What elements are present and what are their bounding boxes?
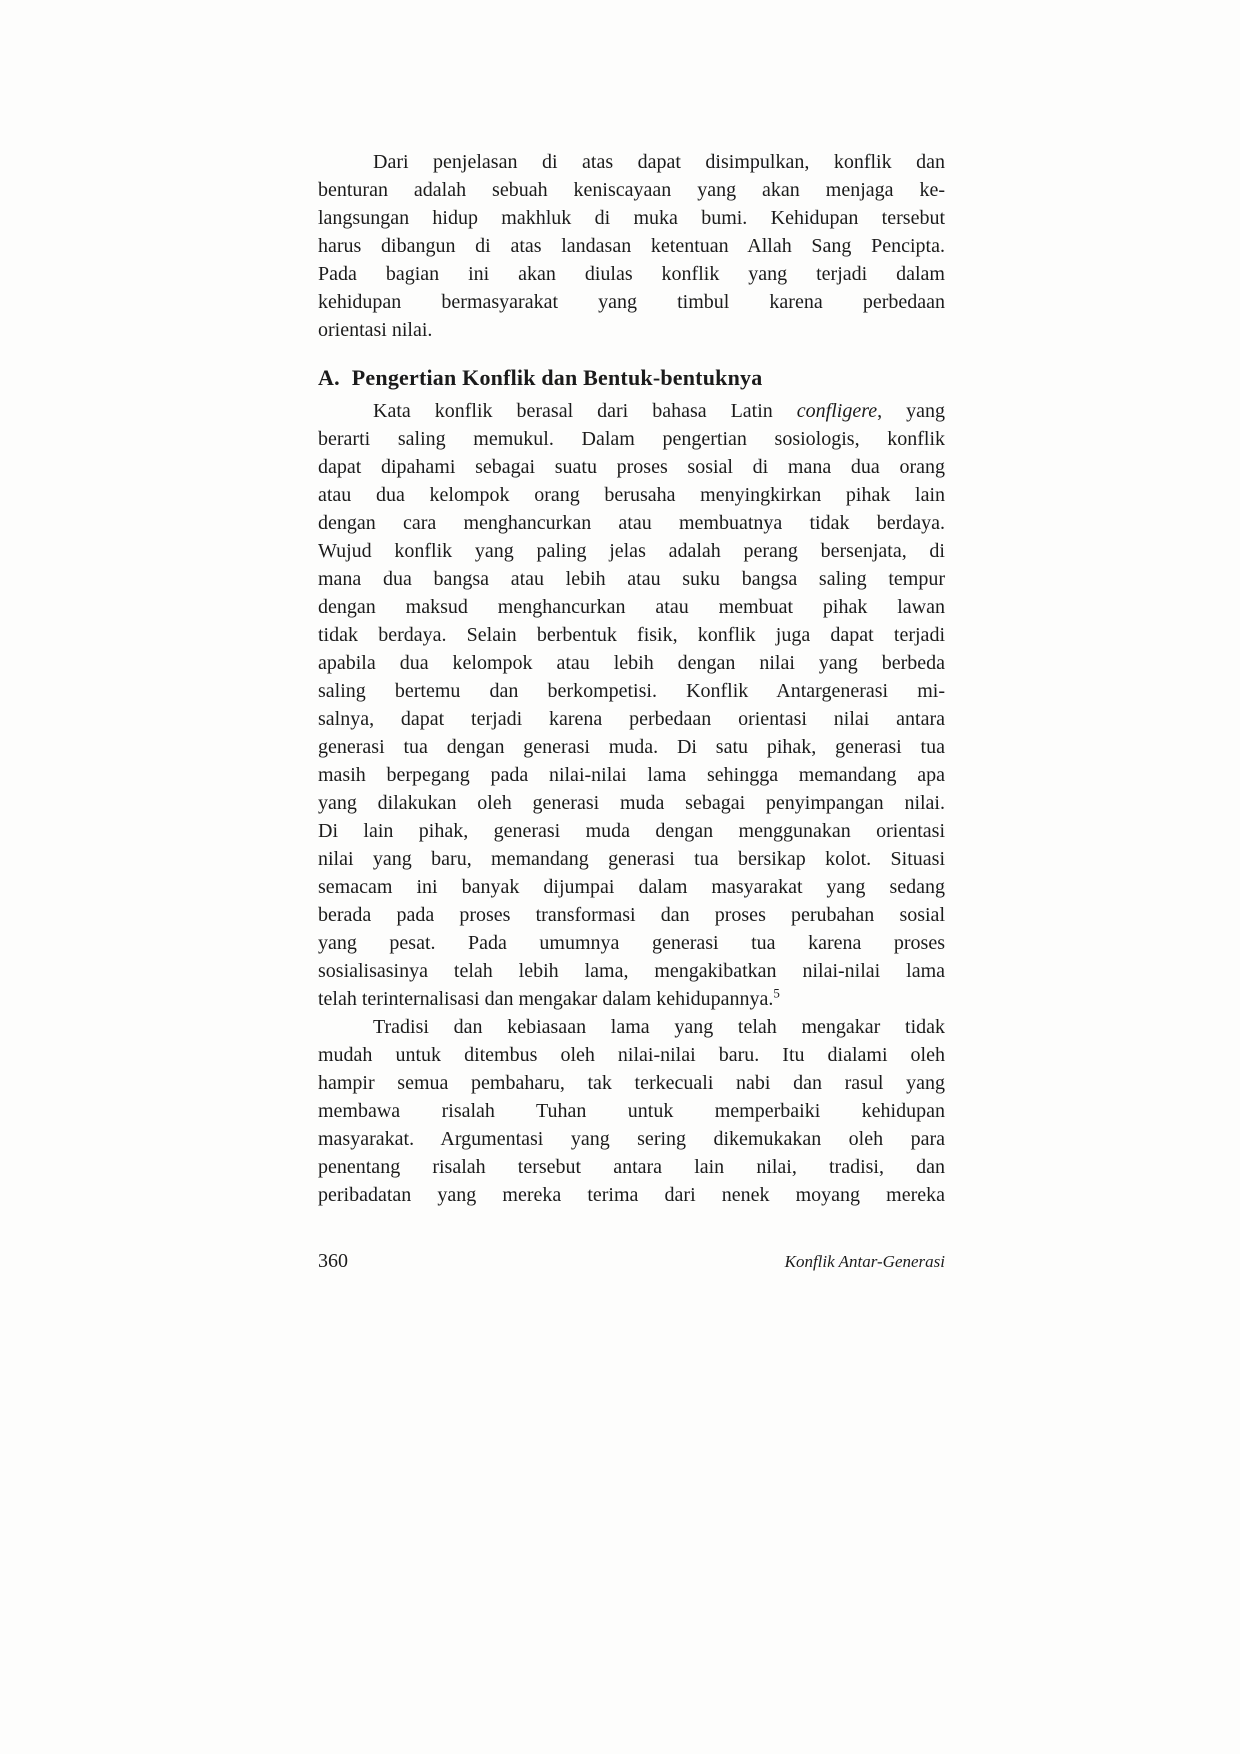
text-segment: salnya, dapat terjadi karena perbedaan orientasi nilai antara xyxy=(318,708,945,730)
text-line xyxy=(318,845,945,873)
text-line xyxy=(318,148,945,176)
text-segment: langsungan hidup makhluk di muka bumi. Kehidupan tersebut xyxy=(318,207,945,229)
text-line xyxy=(318,621,945,649)
section-heading xyxy=(318,365,945,391)
text-segment: benturan adalah sebuah keniscayaan yang akan menjaga ke- xyxy=(318,179,945,201)
text-line xyxy=(318,481,945,509)
text-segment: berarti saling memukul. Dalam pengertian sosiologis, konflik xyxy=(318,428,945,450)
text-segment: membawa risalah Tuhan untuk memperbaiki kehidupan xyxy=(318,1100,945,1122)
text-segment: dengan maksud menghancurkan atau membuat pihak lawan xyxy=(318,596,945,618)
text-segment: orientasi nilai. xyxy=(318,319,433,341)
text-segment: apabila dua kelompok atau lebih dengan nilai yang berbeda xyxy=(318,652,945,674)
text-line xyxy=(318,453,945,481)
text-line xyxy=(318,649,945,677)
text-line xyxy=(318,677,945,705)
text-segment: saling bertemu dan berkompetisi. Konflik Antargenerasi mi- xyxy=(318,680,945,702)
text-segment: penentang risalah tersebut antara lain nilai, tradisi, dan xyxy=(318,1156,945,1178)
text-segment: kehidupan bermasyarakat yang timbul karena perbedaan xyxy=(318,291,945,313)
text-line xyxy=(318,985,945,1013)
page-number: 360 xyxy=(318,1250,348,1272)
section-heading-title: Pengertian Konflik dan Bentuk-bentuknya xyxy=(351,365,763,390)
text-line xyxy=(318,1181,945,1209)
text-line xyxy=(318,1069,945,1097)
text-segment: semacam ini banyak dijumpai dalam masyarakat yang sedang xyxy=(318,876,945,898)
text-segment: peribadatan yang mereka terima dari nenek moyang mereka xyxy=(318,1184,945,1206)
text-segment: berada pada proses transformasi dan proses perubahan sosial xyxy=(318,904,945,926)
page-body-text xyxy=(318,148,945,1209)
text-line xyxy=(318,1125,945,1153)
text-segment: dengan cara menghancurkan atau membuatnya tidak berdaya. xyxy=(318,512,945,534)
text-line xyxy=(318,537,945,565)
text-segment: tidak berdaya. Selain berbentuk fisik, konflik juga dapat terjadi xyxy=(318,624,945,646)
text-line xyxy=(318,425,945,453)
text-segment: Tradisi dan kebiasaan lama yang telah mengakar tidak xyxy=(373,1016,945,1038)
text-line xyxy=(318,204,945,232)
text-segment: dapat dipahami sebagai suatu proses sosial di mana dua orang xyxy=(318,456,945,478)
text-segment: telah terinternalisasi dan mengakar dalam kehidupannya. xyxy=(318,988,774,1010)
text-line xyxy=(318,232,945,260)
text-segment: hampir semua pembaharu, tak terkecuali nabi dan rasul yang xyxy=(318,1072,945,1094)
text-line xyxy=(318,1153,945,1181)
text-segment: yang pesat. Pada umumnya generasi tua karena proses xyxy=(318,932,945,954)
text-segment: sosialisasinya telah lebih lama, mengakibatkan nilai-nilai lama xyxy=(318,960,945,982)
text-segment: Wujud konflik yang paling jelas adalah perang bersenjata, di xyxy=(318,540,945,562)
text-line xyxy=(318,957,945,985)
text-segment: atau dua kelompok orang berusaha menyingkirkan pihak lain xyxy=(318,484,945,506)
text-segment: generasi tua dengan generasi muda. Di satu pihak, generasi tua xyxy=(318,736,945,758)
text-line xyxy=(318,593,945,621)
text-line xyxy=(318,733,945,761)
italic-term: confligere xyxy=(796,400,878,422)
running-title: Konflik Antar-Generasi xyxy=(784,1252,945,1271)
text-line xyxy=(318,761,945,789)
text-line xyxy=(318,176,945,204)
text-segment: Pada bagian ini akan diulas konflik yang terjadi dalam xyxy=(318,263,945,285)
text-line xyxy=(318,260,945,288)
text-segment: yang dilakukan oleh generasi muda sebagai penyimpangan nilai. xyxy=(318,792,945,814)
text-segment: Dari penjelasan di atas dapat disimpulkan, konflik dan xyxy=(373,151,945,173)
text-segment: nilai yang baru, memandang generasi tua bersikap kolot. Situasi xyxy=(318,848,945,870)
text-line xyxy=(318,316,945,344)
page-footer xyxy=(318,1250,945,1273)
text-line xyxy=(318,288,945,316)
text-segment: masih berpegang pada nilai-nilai lama sehingga memandang apa xyxy=(318,764,945,786)
text-line xyxy=(318,1041,945,1069)
text-line xyxy=(318,789,945,817)
text-segment: harus dibangun di atas landasan ketentuan Allah Sang Pencipta. xyxy=(318,235,945,257)
text-segment: mana dua bangsa atau lebih atau suku bangsa saling tempur xyxy=(318,568,945,590)
text-line xyxy=(318,509,945,537)
text-segment: mudah untuk ditembus oleh nilai-nilai baru. Itu dialami oleh xyxy=(318,1044,945,1066)
section-heading-label: A. xyxy=(318,365,340,390)
text-line xyxy=(318,565,945,593)
text-segment: Di lain pihak, generasi muda dengan menggunakan orientasi xyxy=(318,820,945,842)
tradition-paragraph xyxy=(318,1013,945,1209)
text-segment: masyarakat. Argumentasi yang sering dikemukakan oleh para xyxy=(318,1128,945,1150)
text-line xyxy=(318,1013,945,1041)
text-line xyxy=(318,929,945,957)
text-line xyxy=(318,817,945,845)
text-line xyxy=(318,901,945,929)
text-line xyxy=(318,873,945,901)
text-segment: , yang xyxy=(877,400,945,422)
text-line xyxy=(318,397,945,425)
intro-paragraph xyxy=(318,148,945,344)
text-segment: Kata konflik berasal dari bahasa Latin xyxy=(373,400,797,422)
footnote-reference: 5 xyxy=(773,985,780,1001)
text-line xyxy=(318,705,945,733)
text-line xyxy=(318,1097,945,1125)
definition-paragraph xyxy=(318,397,945,1013)
